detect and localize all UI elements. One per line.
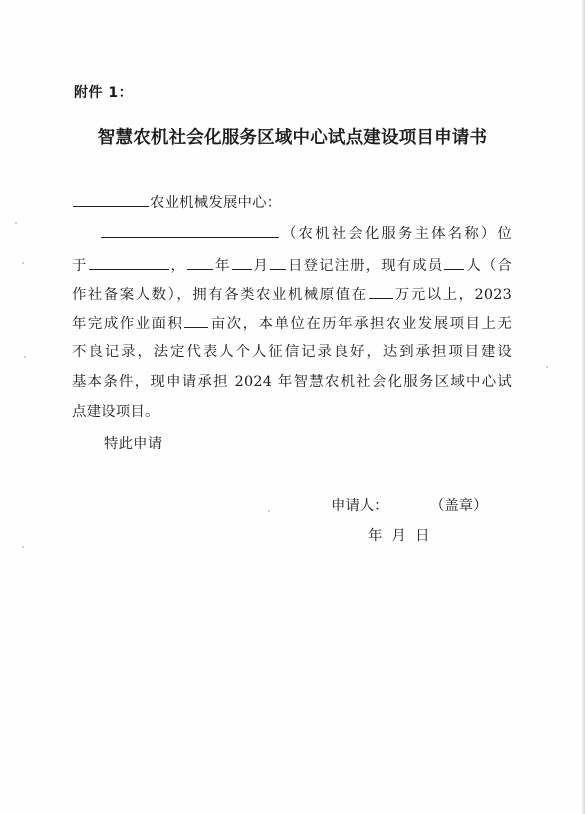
addressee-suffix: 农业机械发展中心：	[150, 195, 282, 211]
month-blank[interactable]	[232, 255, 252, 270]
member-count-blank[interactable]	[444, 255, 464, 270]
scan-speck	[546, 366, 548, 368]
scan-speck	[24, 356, 26, 358]
body-line-1	[72, 223, 512, 244]
body-line-3	[72, 284, 512, 305]
body-line-6: 基本条件，现申请承担 2024 年智慧农机社会化服务区域中心试	[72, 374, 512, 390]
addressee-line	[72, 192, 512, 213]
work-area-blank[interactable]	[184, 313, 208, 328]
date-label: 年 月 日	[368, 528, 430, 544]
seal-label: （盖章）	[430, 498, 488, 514]
body-text: 年	[214, 258, 231, 274]
body-text: 月	[252, 258, 270, 274]
body-line-5: 不良记录，法定代表人个人征信记录良好，达到承担项目建设	[72, 344, 512, 360]
scan-speck	[15, 222, 17, 224]
body-line-2	[72, 255, 512, 276]
body-text: 万元以上，2023	[393, 287, 512, 303]
body-text: 日登记注册，现有成员	[287, 258, 444, 274]
document-title: 智慧农机社会化服务区域中心试点建设项目申请书	[97, 128, 488, 148]
body-text: 人（合	[465, 258, 513, 274]
agency-name-blank[interactable]	[73, 192, 149, 207]
closing-line: 特此申请	[104, 436, 163, 452]
location-blank[interactable]	[89, 255, 169, 270]
machinery-value-blank[interactable]	[369, 284, 393, 299]
scan-speck	[268, 510, 270, 512]
scan-speck	[22, 546, 24, 548]
year-blank[interactable]	[187, 255, 213, 270]
scan-speck	[22, 262, 24, 264]
body-text: 作社备案人数），拥有各类农业机械原值在	[72, 287, 368, 303]
body-text: ，	[169, 258, 187, 274]
applicant-label: 申请人：	[331, 498, 389, 514]
body-text: 年完成作业面积	[72, 316, 184, 332]
day-blank[interactable]	[270, 255, 286, 270]
body-line-7: 点建设项目。	[72, 404, 160, 420]
entity-name-blank[interactable]	[101, 223, 279, 238]
body-line-4	[72, 313, 512, 334]
body-text: 于	[72, 258, 88, 274]
body-text: （农机社会化服务主体名称）位	[280, 226, 512, 242]
attachment-label: 附件 1：	[74, 85, 134, 101]
body-text: 亩次，本单位在历年承担农业发展项目上无	[209, 316, 512, 332]
